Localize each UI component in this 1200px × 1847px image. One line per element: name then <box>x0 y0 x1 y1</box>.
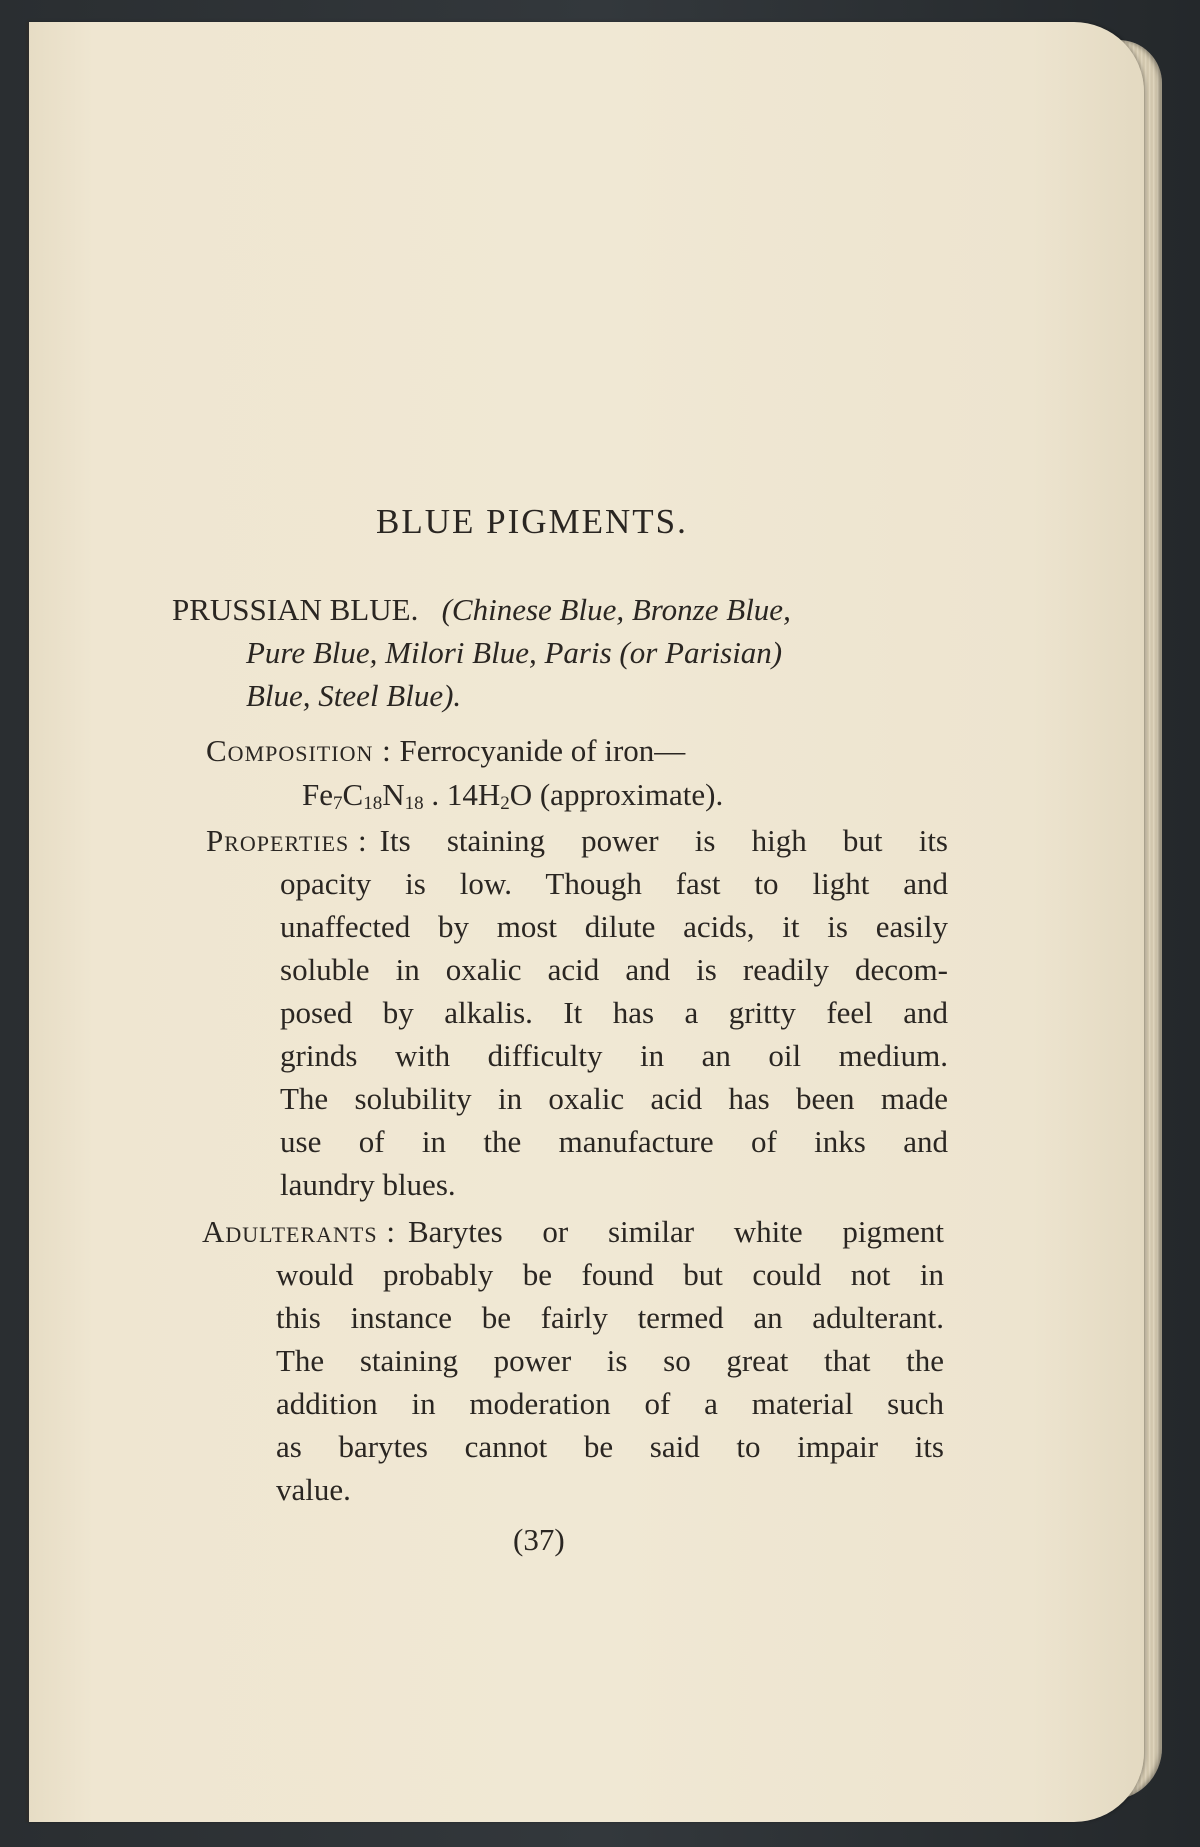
composition-line <box>206 729 685 772</box>
formula-n: N <box>382 777 405 812</box>
formula-fe-sub: 7 <box>333 793 343 814</box>
composition-formula <box>302 773 723 816</box>
adulterants-line-4: The staining power is so great that the <box>276 1343 944 1378</box>
properties-text-1: Its staining power is high but its <box>379 823 948 858</box>
properties-line-8: use of in the manufacture of inks and <box>280 1124 948 1159</box>
formula-n-sub: 18 <box>404 793 424 814</box>
properties-line-3: unaffected by most dilute acids, it is easily <box>280 909 948 944</box>
adulterants-line-2: would probably be found but could not in <box>276 1257 944 1292</box>
properties-line-5: posed by alkalis. It has a gritty feel and <box>280 995 948 1030</box>
composition-label: Composition : <box>206 733 392 768</box>
gutter <box>26 22 29 1822</box>
adulterants-line-6: as barytes cannot be said to impair its <box>276 1429 944 1464</box>
properties-line-1 <box>206 819 948 862</box>
properties-line-7: The solubility in oxalic acid has been made <box>280 1081 948 1116</box>
properties-label: Properties : <box>206 823 368 858</box>
formula-c: C <box>342 777 364 812</box>
entry-name: PRUSSIAN BLUE. <box>172 592 419 627</box>
properties-line-6: grinds with difficulty in an oil medium. <box>280 1038 948 1073</box>
formula-c-sub: 18 <box>363 793 383 814</box>
adulterants-label: Adulterants : <box>202 1214 396 1249</box>
formula-h-sub: 2 <box>500 793 510 814</box>
synonyms-line-2: Pure Blue, Milori Blue, Paris (or Parisian) <box>246 635 783 670</box>
properties-line-2: opacity is low. Though fast to light and <box>280 866 948 901</box>
properties-line-4: soluble in oxalic acid and is readily decom- <box>280 952 948 987</box>
adulterants-line-3: this instance be fairly termed an adulterant. <box>276 1300 944 1335</box>
adulterants-line-7: value. <box>276 1472 351 1507</box>
page-number: (37) <box>513 1522 565 1557</box>
adulterants-line-5: addition in moderation of a material such <box>276 1386 944 1421</box>
formula-tail: O (approximate). <box>509 777 724 812</box>
adulterants-line-1 <box>202 1210 944 1253</box>
synonyms-line-1: (Chinese Blue, Bronze Blue, <box>441 592 791 627</box>
entry-heading <box>172 588 791 631</box>
adulterants-text-1: Barytes or similar white pigment <box>407 1214 944 1249</box>
page-title: BLUE PIGMENTS. <box>376 502 688 541</box>
formula-water: . 14H <box>423 777 501 812</box>
synonyms-line-3: Blue, Steel Blue). <box>246 678 462 713</box>
composition-text: Ferrocyanide of iron— <box>399 733 686 768</box>
properties-line-9: laundry blues. <box>280 1167 456 1202</box>
formula-fe: Fe <box>302 777 333 812</box>
